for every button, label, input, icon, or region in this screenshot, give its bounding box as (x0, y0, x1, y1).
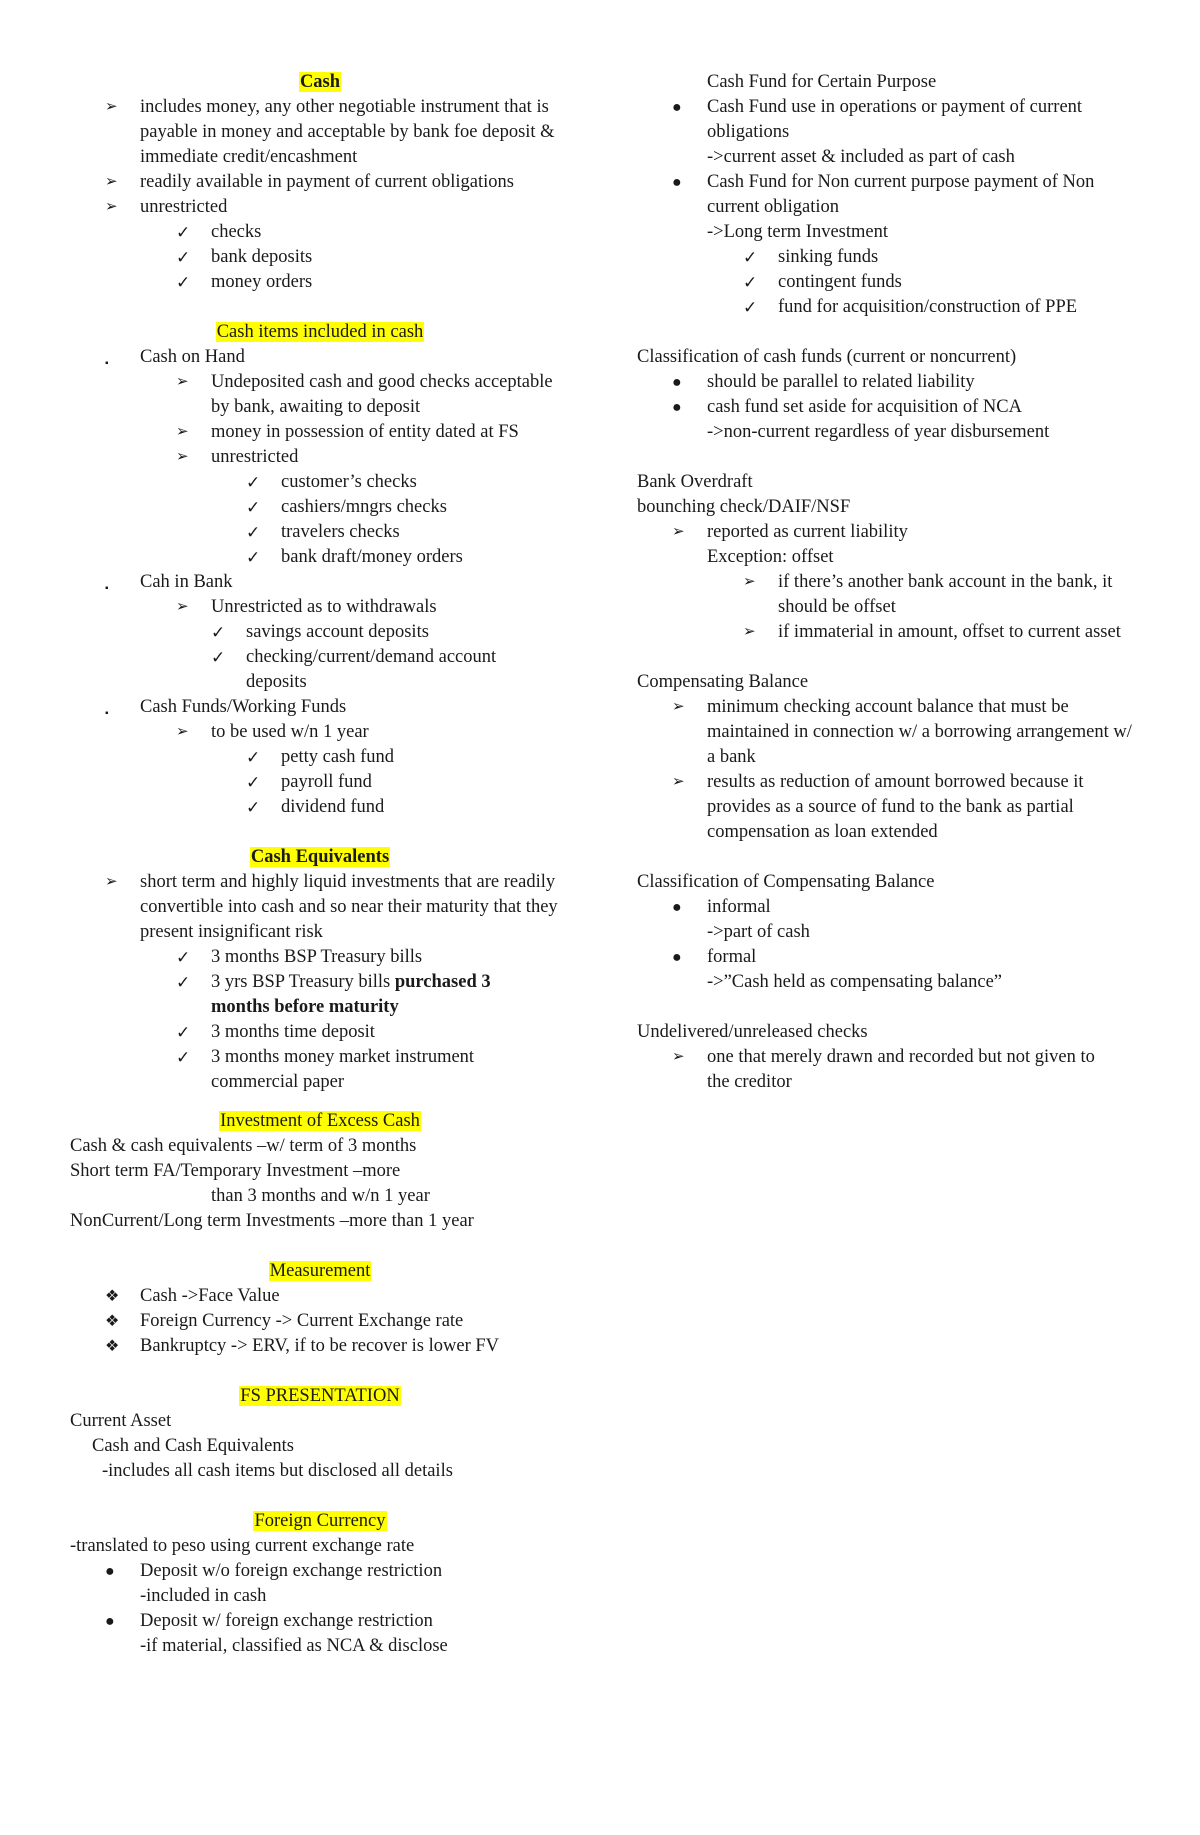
diamond-bullet-icon: ❖ (105, 1288, 120, 1305)
arrow-bullet-icon: ➢ (105, 99, 118, 115)
list-item: ✓ money orders (70, 270, 570, 295)
list-item: ✓ 3 months BSP Treasury bills (70, 945, 570, 970)
list-item: ✓ bank deposits (70, 245, 570, 270)
list-item: ✓ bank draft/money orders (70, 545, 570, 570)
round-bullet-icon: ● (672, 174, 682, 191)
text-line: Cash & cash equivalents –w/ term of 3 months (70, 1136, 417, 1156)
text-line: Classification of cash funds (current or noncurrent) (637, 347, 1017, 367)
list-item: ➢ Undeposited cash and good checks acceptable by bank, awaiting to deposit (176, 372, 553, 417)
text-line: NonCurrent/Long term Investments –more than 1 year (70, 1211, 474, 1231)
list-item: ✓ cashiers/mngrs checks (70, 495, 570, 520)
list-item: ✓ checks (70, 220, 570, 245)
list-item: ● Deposit w/o foreign exchange restriction (70, 1559, 570, 1584)
checkmark-icon: ✓ (176, 1048, 191, 1067)
text-line: Classification of Compensating Balance (637, 872, 935, 892)
text-line: bounching check/DAIF/NSF (637, 497, 851, 517)
text-line: Undelivered/unreleased checks (637, 1022, 868, 1042)
list-item: ➢ unrestricted (70, 195, 570, 220)
list-item: ● Cash Fund use in operations or payment of current obligations (672, 97, 1083, 142)
checkmark-icon: ✓ (246, 748, 261, 767)
cash-heading: Cash (299, 72, 341, 92)
list-item: ▪ Cash on Hand (70, 345, 570, 370)
checkmark-icon: ✓ (743, 298, 758, 317)
checkmark-icon: ✓ (246, 498, 261, 517)
list-item: ➢ money in possession of entity dated at FS (70, 420, 570, 445)
text-line: ->non-current regardless of year disbursement (707, 422, 1050, 442)
checkmark-icon: ✓ (246, 473, 261, 492)
list-item: ✓ dividend fund (70, 795, 570, 820)
right-column (637, 70, 1157, 1095)
list-item: ✓ petty cash fund (70, 745, 570, 770)
text-line: ->part of cash (707, 922, 810, 942)
checkmark-icon: ✓ (176, 948, 191, 967)
list-item: ● cash fund set aside for acquisition of NCA (637, 395, 1157, 420)
list-item: ➢ Unrestricted as to withdrawals (70, 595, 570, 620)
list-item: ➢ to be used w/n 1 year (70, 720, 570, 745)
list-item: ● Cash Fund for Non current purpose payment of Non current obligation (672, 172, 1095, 217)
text-line: Exception: offset (707, 547, 834, 567)
square-bullet-icon: ▪ (105, 358, 109, 369)
list-item: ❖ Cash ->Face Value (70, 1284, 570, 1309)
arrow-bullet-icon: ➢ (105, 199, 118, 215)
checkmark-icon: ✓ (176, 248, 191, 267)
list-item: ▪ Cah in Bank (70, 570, 570, 595)
list-item: ✓ 3 months time deposit (70, 1020, 570, 1045)
arrow-bullet-icon: ➢ (176, 424, 189, 440)
round-bullet-icon: ● (672, 949, 682, 966)
checkmark-icon: ✓ (743, 248, 758, 267)
arrow-bullet-icon: ➢ (743, 574, 756, 590)
text-line: Compensating Balance (637, 672, 809, 692)
checkmark-icon: ✓ (246, 773, 261, 792)
arrow-bullet-icon: ➢ (176, 599, 189, 615)
diamond-bullet-icon: ❖ (105, 1313, 120, 1330)
round-bullet-icon: ● (672, 374, 682, 391)
arrow-bullet-icon: ➢ (105, 174, 118, 190)
arrow-bullet-icon: ➢ (743, 624, 756, 640)
list-item: ➢ unrestricted (70, 445, 570, 470)
list-item: ✓ contingent funds (637, 270, 1157, 295)
text-line: ->”Cash held as compensating balance” (707, 972, 1003, 992)
list-item: ➢ reported as current liability (637, 520, 1157, 545)
list-item: ➢ one that merely drawn and recorded but not given to the creditor (672, 1047, 1095, 1092)
text-line: Cash Fund for Certain Purpose (707, 72, 937, 92)
arrow-bullet-icon: ➢ (672, 524, 685, 540)
fs-presentation-heading: FS PRESENTATION (240, 1386, 400, 1406)
arrow-bullet-icon: ➢ (672, 774, 685, 790)
list-item: ✓ sinking funds (637, 245, 1157, 270)
checkmark-icon: ✓ (246, 523, 261, 542)
arrow-bullet-icon: ➢ (176, 449, 189, 465)
list-item: ● Deposit w/ foreign exchange restriction (70, 1609, 570, 1634)
arrow-bullet-icon: ➢ (672, 699, 685, 715)
text-line: -includes all cash items but disclosed all details (102, 1461, 453, 1481)
list-item: ❖ Foreign Currency -> Current Exchange rate (70, 1309, 570, 1334)
list-item: ✓ customer’s checks (70, 470, 570, 495)
diamond-bullet-icon: ❖ (105, 1338, 120, 1355)
checkmark-icon: ✓ (211, 623, 226, 642)
arrow-bullet-icon: ➢ (672, 1049, 685, 1065)
checkmark-icon: ✓ (743, 273, 758, 292)
text-line: Short term FA/Temporary Investment –more (70, 1161, 401, 1181)
list-item: ➢ short term and highly liquid investments that are readily convertible into cash and so near their maturity that they present insignificant risk (105, 872, 558, 942)
round-bullet-icon: ● (672, 399, 682, 416)
list-item: ➢ results as reduction of amount borrowed because it provides as a source of fund to the bank as partial compensation as loan extended (672, 772, 1084, 842)
text-line: Current Asset (70, 1411, 172, 1431)
checkmark-icon: ✓ (176, 273, 191, 292)
checkmark-icon: ✓ (211, 648, 226, 667)
list-item: ➢ if there’s another bank account in the bank, it should be offset (743, 572, 1113, 617)
round-bullet-icon: ● (105, 1613, 115, 1630)
text-line: -if material, classified as NCA & disclose (140, 1636, 448, 1656)
square-bullet-icon: ▪ (105, 708, 109, 719)
cash-equivalents-heading: Cash Equivalents (250, 847, 390, 867)
arrow-bullet-icon: ➢ (176, 374, 189, 390)
list-item: ● informal (637, 895, 1157, 920)
text-line: Cash and Cash Equivalents (92, 1436, 294, 1456)
list-item: ✓ savings account deposits (70, 620, 570, 645)
list-item: ➢ if immaterial in amount, offset to current asset (637, 620, 1157, 645)
round-bullet-icon: ● (105, 1563, 115, 1580)
arrow-bullet-icon: ➢ (176, 724, 189, 740)
text-line: ->current asset & included as part of cash (707, 147, 1015, 167)
checkmark-icon: ✓ (246, 798, 261, 817)
checkmark-icon: ✓ (176, 973, 191, 992)
list-item: ➢ includes money, any other negotiable instrument that is payable in money and acceptable by bank foe deposit & immediate credit/encashment (105, 97, 555, 167)
list-item: ✓ checking/current/demand account deposits (211, 647, 497, 692)
text-line: ->Long term Investment (707, 222, 888, 242)
checkmark-icon: ✓ (176, 1023, 191, 1042)
measurement-heading: Measurement (269, 1261, 371, 1281)
list-item: ✓ 3 yrs BSP Treasury bills purchased 3 months before maturity (176, 972, 491, 1017)
list-item: ❖ Bankruptcy -> ERV, if to be recover is lower FV (70, 1334, 570, 1359)
left-column (70, 70, 570, 1659)
list-item: ● should be parallel to related liability (637, 370, 1157, 395)
text-line: -included in cash (140, 1586, 267, 1606)
round-bullet-icon: ● (672, 99, 682, 116)
list-item: ✓ travelers checks (70, 520, 570, 545)
list-item: ✓ fund for acquisition/construction of PPE (637, 295, 1157, 320)
list-item: ✓ payroll fund (70, 770, 570, 795)
investment-excess-cash-heading: Investment of Excess Cash (220, 1111, 420, 1131)
list-item: ▪ Cash Funds/Working Funds (70, 695, 570, 720)
text-line: than 3 months and w/n 1 year (211, 1186, 430, 1206)
checkmark-icon: ✓ (176, 223, 191, 242)
list-item: ➢ minimum checking account balance that must be maintained in connection w/ a borrowing arrangement w/ a bank (672, 697, 1132, 767)
square-bullet-icon: ▪ (105, 583, 109, 594)
text-line: -translated to peso using current exchange rate (70, 1536, 415, 1556)
list-item: ● formal (637, 945, 1157, 970)
cash-items-heading: Cash items included in cash (216, 322, 424, 342)
list-item: ➢ readily available in payment of current obligations (70, 170, 570, 195)
round-bullet-icon: ● (672, 899, 682, 916)
checkmark-icon: ✓ (246, 548, 261, 567)
text-line: Bank Overdraft (637, 472, 753, 492)
foreign-currency-heading: Foreign Currency (254, 1511, 386, 1531)
arrow-bullet-icon: ➢ (105, 874, 118, 890)
list-item: ✓ 3 months money market instrument commercial paper (176, 1047, 475, 1092)
